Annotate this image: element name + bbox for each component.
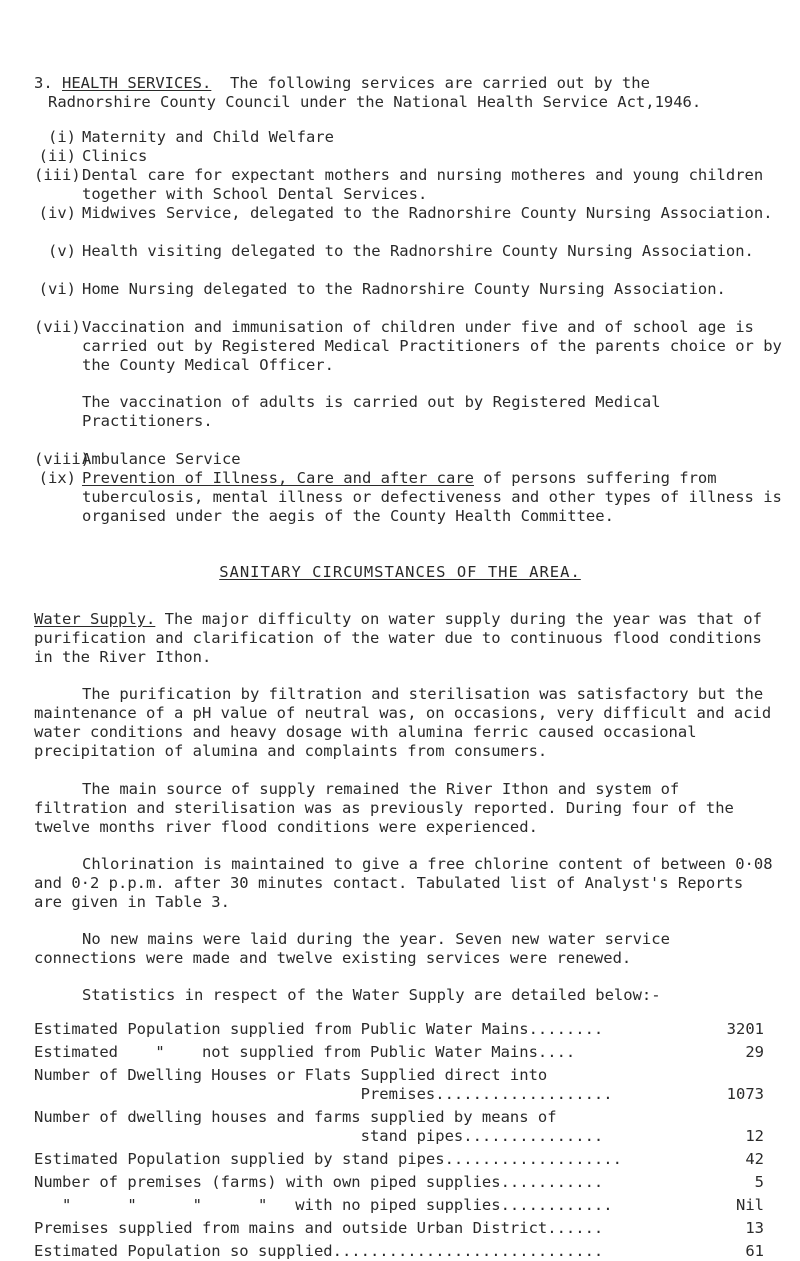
stat-label: Number of dwelling houses and farms supplied by means of: [34, 1108, 557, 1126]
stat-row: [34, 1173, 764, 1192]
intro-line-2: Radnorshire County Council under the National Health Service Act,1946.: [48, 93, 702, 111]
service-number: (iii): [34, 166, 81, 184]
stat-row: [34, 1066, 764, 1104]
stat-value: 1073: [726, 1085, 764, 1103]
section-header: [34, 74, 650, 93]
stat-row: [34, 1108, 764, 1146]
stat-value: 29: [745, 1043, 764, 1061]
stat-label: Premises supplied from mains and outside Urban District......: [34, 1219, 604, 1237]
service-number: (v): [48, 242, 76, 260]
stat-row: [34, 1043, 764, 1062]
service-number: (viii): [34, 450, 90, 468]
section-heading: SANITARY CIRCUMSTANCES OF THE AREA.: [219, 563, 581, 581]
stat-value: Nil: [736, 1196, 764, 1214]
stat-label: Estimated Population so supplied.............................: [34, 1242, 604, 1260]
water-paragraph-3: The main source of supply remained the River Ithon and system of filtration and sterilisation was as previously reported. During four of the twelve months river flood conditions were experienced.: [34, 780, 734, 836]
service-text-underlined: Prevention of Illness, Care and after care: [82, 469, 474, 487]
stat-value: 5: [754, 1173, 764, 1191]
water-paragraph-1: [34, 610, 779, 667]
service-text: Health visiting delegated to the Radnorshire County Nursing Association.: [82, 242, 754, 260]
stat-row: [34, 1020, 764, 1039]
water-paragraph-2: The purification by filtration and sterilisation was satisfactory but the maintenance of a pH value of neutral was, on occasions, very difficult and acid water conditions and heavy dosage with alumina ferric caused occasional precipitation of alumina and complaints from consumers.: [34, 685, 772, 760]
stat-label-continued: Premises...................: [34, 1085, 613, 1103]
water-heading: Water Supply.: [34, 610, 156, 628]
stat-label: Estimated " not supplied from Public Water Mains....: [34, 1043, 576, 1061]
section-title: HEALTH SERVICES.: [62, 74, 212, 92]
stat-label: Estimated Population supplied by stand pipes...................: [34, 1150, 622, 1168]
stat-label: Number of premises (farms) with own piped supplies...........: [34, 1173, 604, 1191]
stat-row: [34, 1150, 764, 1169]
service-text: The vaccination of adults is carried out by Registered Medical Practitioners.: [82, 393, 661, 430]
stat-label: " " " " with no piped supplies............: [34, 1196, 613, 1214]
stat-value: 13: [745, 1219, 764, 1237]
service-text: Vaccination and immunisation of children under five and of school age is carried out by Registered Medical Practitioners of the parents choice or by the County Medical Officer.: [82, 318, 782, 374]
service-number: (vi): [38, 280, 76, 298]
service-text: Maternity and Child Welfare: [82, 128, 334, 146]
water-paragraph-4: Chlorination is maintained to give a free chlorine content of between 0·08 and 0·2 p.p.m. after 30 minutes contact. Tabulated list of Analyst's Reports are given in Table 3.: [34, 855, 773, 911]
service-text: Ambulance Service: [82, 450, 241, 468]
water-paragraph-6: Statistics in respect of the Water Supply are detailed below:-: [82, 986, 661, 1004]
stat-value: 42: [745, 1150, 764, 1168]
stat-row: [34, 1219, 764, 1238]
stat-label-continued: stand pipes...............: [34, 1127, 604, 1145]
stat-label: Number of Dwelling Houses or Flats Supplied direct into: [34, 1066, 548, 1084]
intro-line-1: The following services are carried out by the: [230, 74, 650, 92]
service-text: Home Nursing delegated to the Radnorshire County Nursing Association.: [82, 280, 726, 298]
stat-value: 3201: [726, 1020, 764, 1038]
service-number: (ix): [38, 469, 76, 487]
service-number: (iv): [38, 204, 76, 222]
stat-label: Estimated Population supplied from Public Water Mains........: [34, 1020, 604, 1038]
section-number: 3.: [34, 74, 53, 92]
service-text: Clinics: [82, 147, 148, 165]
stat-value: 61: [745, 1242, 764, 1260]
water-paragraph-5: No new mains were laid during the year. Seven new water service connections were made and twelve existing services were renewed.: [34, 930, 670, 967]
stat-row: [34, 1196, 764, 1215]
service-text: [82, 469, 792, 526]
water-p1-text: The major difficulty on water supply during the year was that of purification and clarification of the water due to continuous flood conditions in the River Ithon.: [34, 610, 762, 666]
stat-value: 12: [745, 1127, 764, 1145]
service-text: Dental care for expectant mothers and nursing motheres and young children together with School Dental Services.: [82, 166, 764, 203]
service-number: (ii): [38, 147, 76, 165]
service-text-rest: of persons suffering from tuberculosis, mental illness or defectiveness and other types of illness is organised under the aegis of the County Health Committee.: [82, 469, 782, 525]
service-number: (i): [48, 128, 76, 146]
service-number: (vii): [34, 318, 81, 336]
service-text: Midwives Service, delegated to the Radnorshire County Nursing Association.: [82, 204, 773, 222]
